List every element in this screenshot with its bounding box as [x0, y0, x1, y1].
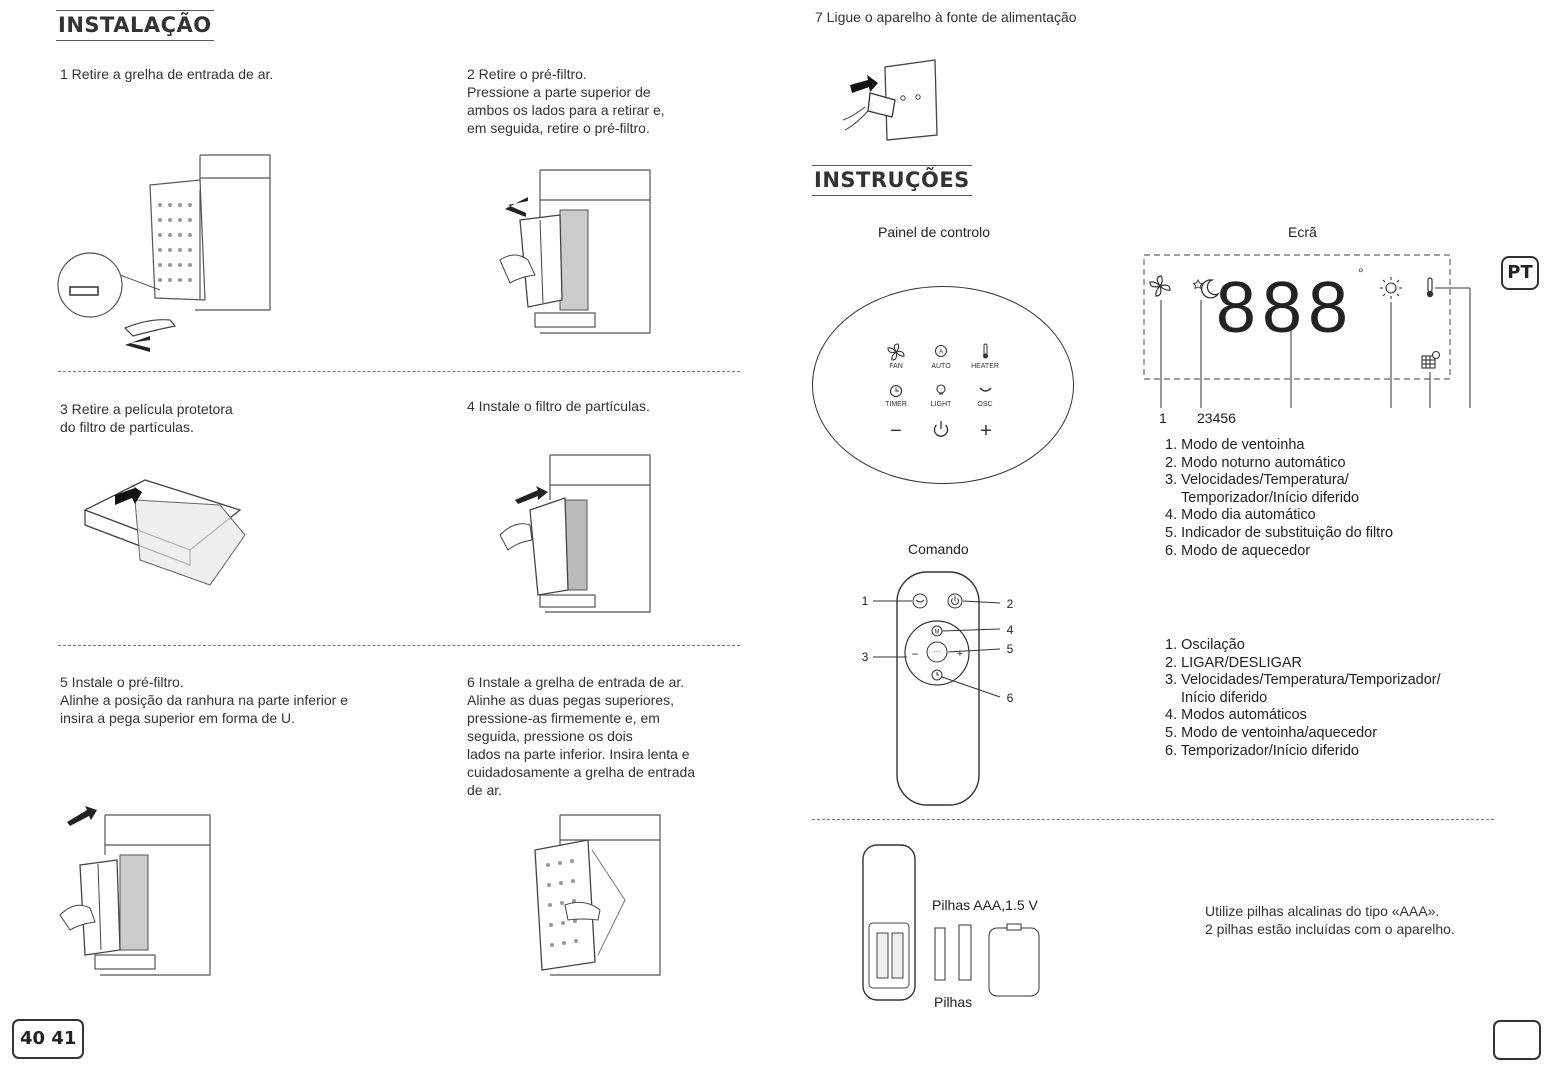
fan-label: FAN — [889, 363, 903, 370]
plug-illustration — [840, 55, 950, 150]
digit-display: 888 — [1215, 268, 1355, 348]
display-diagram — [1140, 250, 1480, 410]
step-1-illustration — [55, 150, 295, 355]
minus-button[interactable]: − — [890, 420, 902, 442]
step-5-text: 5 Instale o pré-filtro. Alinhe a posição da ranhura na parte inferior e insira a pega superior em forma de U. — [60, 674, 348, 726]
step-4-text: 4 Instale o filtro de partículas. — [467, 398, 650, 414]
remote-legend-item: 6. Temporizador/Início diferido — [1165, 742, 1359, 759]
step-1-text: 1 Retire a grelha de entrada de ar. — [60, 66, 274, 82]
display-callout-2-6: 23456 — [1197, 410, 1236, 426]
remote-callout-5: 5 — [1006, 642, 1014, 656]
remote-legend-item: 3. Velocidades/Temperatura/Temporizador/ Início diferido — [1165, 672, 1441, 706]
auto-label: AUTO — [931, 363, 951, 370]
remote-legend-item: 4. Modos automáticos — [1165, 707, 1307, 724]
power-button[interactable] — [948, 594, 962, 608]
night-mode-icon — [1194, 280, 1219, 298]
display-legend-item: 3. Velocidades/Temperatura/ Temporizador/Início diferido — [1165, 472, 1360, 506]
step-2-text: 2 Retire o pré-filtro. Pressione a parte superior de ambos os lados para a retirar e, em seguida, retire o pré-filtro. — [467, 66, 665, 136]
battery-note: Utilize pilhas alcalinas do tipo «AAA». 2 pilhas estão incluídas com o aparelho. — [1205, 903, 1455, 937]
battery-illustration — [855, 840, 1055, 1005]
svg-text:···: ··· — [933, 647, 941, 656]
step-6-illustration — [520, 810, 670, 990]
svg-text:M: M — [934, 629, 940, 636]
oscillation-icon[interactable] — [980, 388, 991, 391]
battery-pilhas-label: Pilhas — [934, 994, 973, 1010]
svg-text:A: A — [938, 348, 944, 356]
divider-3 — [812, 819, 1494, 820]
osc-label: OSC — [977, 401, 993, 408]
fan-icon[interactable] — [888, 344, 904, 360]
timer-label: TIMER — [885, 401, 907, 408]
step-5-illustration — [55, 800, 230, 985]
center-button[interactable] — [927, 642, 947, 662]
display-legend-item: 4. Modo dia automático — [1165, 507, 1316, 524]
step-6-text: 6 Instale a grelha de entrada de ar. Alinhe as duas pegas superiores, pressione-as firmemente e, em seguida, pressione os dois lados na parte inferior. Insira lenta e cuidadosamente a grelha de entrada de ar. — [467, 674, 696, 798]
remote-legend-item: 1. Oscilação — [1165, 637, 1245, 653]
battery-type-label: Pilhas AAA,1.5 V — [932, 897, 1038, 913]
step-3-text: 3 Retire a película protetora do filtro de partículas. — [60, 401, 233, 435]
fan-mode-icon — [1150, 276, 1170, 296]
remote-callout-6: 6 — [1006, 691, 1014, 705]
remote-label: Comando — [908, 541, 969, 557]
heater-mode-icon — [1427, 278, 1433, 297]
remote-legend-item: 5. Modo de ventoinha/aquecedor — [1165, 724, 1378, 741]
step-7-text: 7 Ligue o aparelho à fonte de alimentação — [815, 9, 1077, 25]
installation-title: INSTALAÇÃO — [56, 10, 214, 41]
display-callout-1: 1 — [1159, 410, 1167, 426]
display-legend-item: 2. Modo noturno automático — [1165, 454, 1346, 471]
mode-button[interactable] — [932, 626, 942, 636]
auto-icon[interactable] — [936, 346, 947, 357]
remote-control — [855, 565, 1035, 810]
remote-legend-item: 2. LIGAR/DESLIGAR — [1165, 654, 1302, 671]
power-icon[interactable] — [935, 421, 948, 436]
display-legend — [1165, 437, 1495, 560]
display-legend-item: 1. Modo de ventoinha — [1165, 437, 1305, 453]
heater-label: HEATER — [971, 363, 999, 370]
timer-button[interactable] — [932, 670, 942, 680]
remote-plus-button[interactable]: + — [956, 648, 964, 660]
thermometer-icon[interactable] — [983, 344, 988, 359]
remote-callout-2: 2 — [1006, 597, 1014, 611]
remote-callout-4: 4 — [1006, 623, 1014, 637]
display-legend-item: 6. Modo de aquecedor — [1165, 542, 1311, 559]
remote-callout-1: 1 — [861, 594, 869, 608]
plus-button[interactable]: + — [980, 420, 992, 442]
light-icon[interactable] — [937, 385, 945, 394]
remote-minus-button[interactable]: − — [911, 647, 919, 661]
screen-label: Ecrã — [1288, 224, 1317, 240]
step-3-illustration — [80, 470, 255, 590]
remote-callout-3: 3 — [861, 650, 869, 664]
degree-symbol: ° — [1358, 265, 1364, 281]
oscillation-button[interactable] — [913, 594, 927, 608]
divider-2 — [58, 645, 740, 646]
instructions-title: INSTRUÇÕES — [812, 165, 972, 196]
display-legend-item: 5. Indicador de substituição do filtro — [1165, 524, 1394, 541]
timer-icon[interactable] — [891, 386, 902, 397]
divider-1 — [58, 371, 740, 372]
light-label: LIGHT — [930, 401, 952, 408]
day-mode-icon — [1380, 277, 1402, 299]
step-2-illustration — [490, 165, 690, 340]
filter-indicator-icon — [1422, 352, 1440, 369]
page-number-box-right — [1493, 1020, 1541, 1060]
step-4-illustration — [490, 450, 690, 620]
remote-legend — [1165, 637, 1495, 760]
page-number: 40 41 — [12, 1019, 84, 1059]
control-panel-label: Painel de controlo — [878, 224, 991, 240]
language-badge: PT — [1501, 256, 1539, 290]
control-panel-buttons — [870, 340, 1010, 445]
